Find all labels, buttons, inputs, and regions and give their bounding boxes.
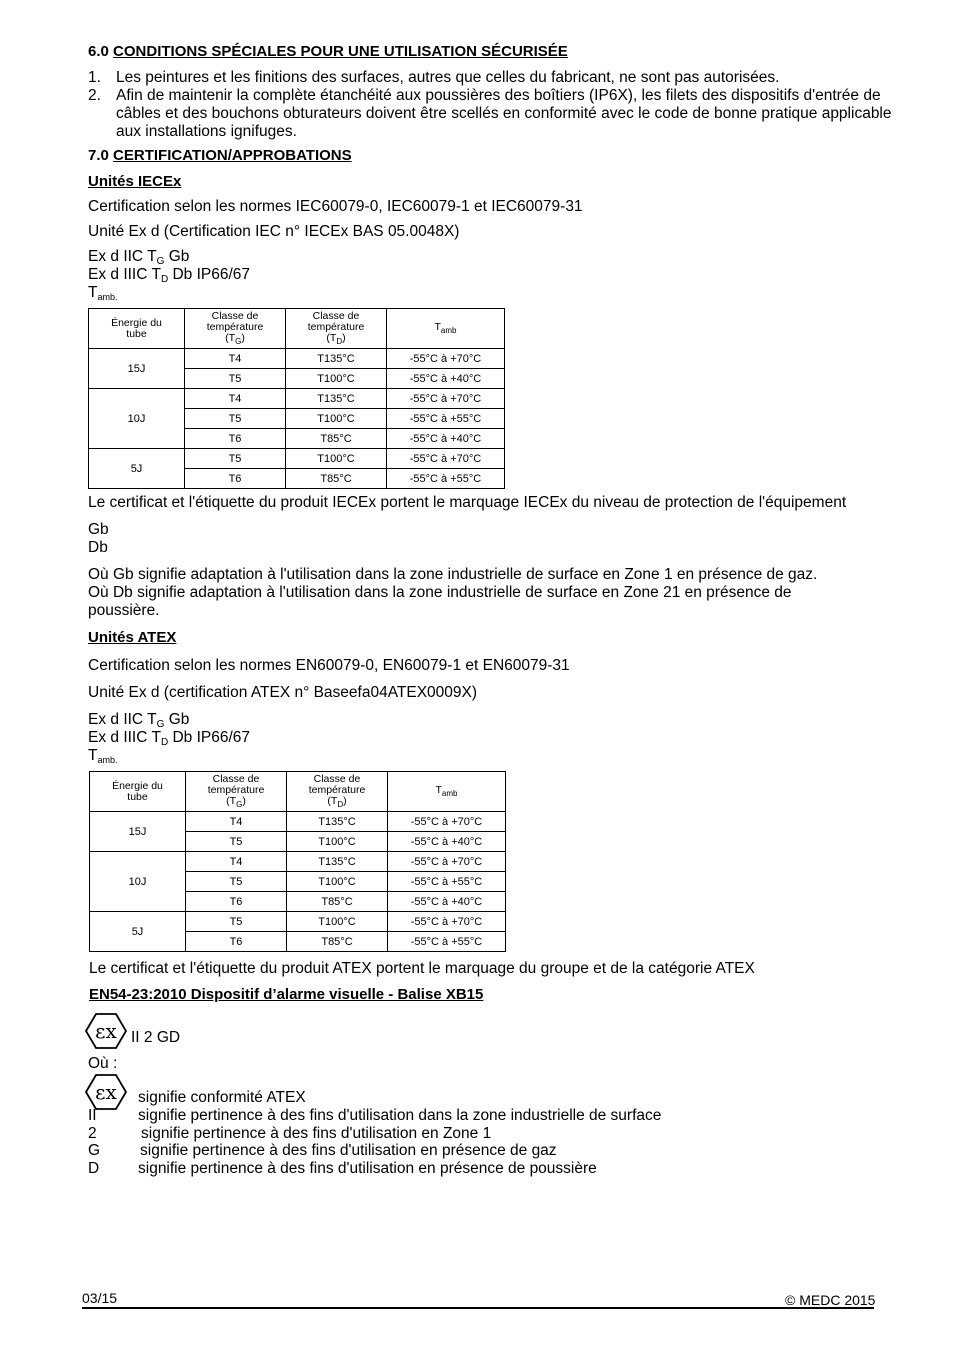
header-subscript: G bbox=[235, 336, 242, 346]
cell-td: T100°C bbox=[286, 409, 387, 429]
cell-tg: T6 bbox=[186, 892, 287, 912]
header-text: (T bbox=[327, 794, 338, 807]
iecex-cert-number: Unité Ex d (Certification IEC n° IECEx BAS 05.0048X) bbox=[88, 223, 460, 240]
header-text: ) bbox=[241, 331, 245, 344]
cell-tamb: -55°C à +70°C bbox=[387, 389, 505, 409]
section-6-title: CONDITIONS SPÉCIALES POUR UNE UTILISATION SÉCURISÉE bbox=[113, 43, 568, 60]
marking-text: Db IP66/67 bbox=[168, 266, 251, 283]
header-text: Classe de bbox=[212, 772, 260, 785]
list-item-text: Afin de maintenir la complète étanchéité aux poussières des boîtiers (IP6X), les filets des dispositifs d'entrée de bbox=[116, 87, 881, 104]
marking-subscript: G bbox=[156, 256, 165, 267]
iecex-marking-dust bbox=[88, 266, 250, 285]
iecex-marking-gas bbox=[88, 248, 189, 267]
iecex-marking-note: Le certificat et l'étiquette du produit IECEx portent le marquage IECEx du niveau de protection de l'équipement bbox=[88, 494, 847, 511]
header-text: température bbox=[206, 320, 264, 333]
header-class-tg bbox=[186, 772, 287, 812]
header-text: ) bbox=[342, 331, 346, 344]
cell-td: T85°C bbox=[287, 932, 388, 952]
marking-text: Gb bbox=[164, 711, 190, 728]
cell-tg: T6 bbox=[185, 469, 286, 489]
section-7-title: CERTIFICATION/APPROBATIONS bbox=[113, 147, 352, 164]
marking-text: Ex d IIIC T bbox=[88, 729, 161, 746]
cell-td: T85°C bbox=[287, 892, 388, 912]
cell-tg: T4 bbox=[186, 812, 287, 832]
iecex-title: Unités IECEx bbox=[88, 173, 182, 190]
cell-td: T135°C bbox=[287, 812, 388, 832]
section-7-heading bbox=[88, 147, 352, 164]
cell-tamb: -55°C à +40°C bbox=[388, 892, 506, 912]
cell-tamb: -55°C à +70°C bbox=[388, 912, 506, 932]
atex-tamb-label bbox=[88, 747, 117, 765]
table-header-row bbox=[90, 772, 506, 812]
header-energy bbox=[89, 309, 185, 349]
marking-text: Db IP66/67 bbox=[168, 729, 251, 746]
ex-symbol-text: εx bbox=[95, 1080, 117, 1104]
table-row bbox=[89, 389, 505, 409]
header-text: (T bbox=[226, 794, 237, 807]
legend-text: signifie conformité ATEX bbox=[138, 1089, 306, 1106]
header-class-td bbox=[286, 309, 387, 349]
cell-tg: T5 bbox=[185, 449, 286, 469]
cell-energy: 15J bbox=[90, 812, 186, 852]
cell-td: T100°C bbox=[287, 912, 388, 932]
header-text: tube bbox=[127, 790, 148, 803]
cell-td: T135°C bbox=[286, 349, 387, 369]
cell-energy: 5J bbox=[89, 449, 185, 489]
header-tamb bbox=[388, 772, 506, 812]
legend-text: signifie pertinence à des fins d'utilisation en présence de gaz bbox=[140, 1142, 557, 1159]
cell-td: T100°C bbox=[287, 832, 388, 852]
header-text: tube bbox=[126, 327, 147, 340]
cell-td: T100°C bbox=[286, 369, 387, 389]
header-subscript: D bbox=[337, 799, 344, 809]
cell-energy: 10J bbox=[90, 852, 186, 912]
cell-tamb: -55°C à +40°C bbox=[387, 369, 505, 389]
cell-energy: 15J bbox=[89, 349, 185, 389]
header-text: température bbox=[308, 783, 366, 796]
iecex-cert-norms: Certification selon les normes IEC60079-0, IEC60079-1 et IEC60079-31 bbox=[88, 198, 583, 215]
legend-text: signifie pertinence à des fins d'utilisation en présence de poussière bbox=[138, 1160, 597, 1177]
tamb-subscript: amb. bbox=[97, 292, 118, 302]
header-text: température bbox=[207, 783, 265, 796]
cell-tamb: -55°C à +55°C bbox=[387, 409, 505, 429]
list-item-text: câbles et des bouchons obturateurs doivent être scellés en conformité avec le code de bonne pratique applicable bbox=[116, 105, 892, 122]
tamb-subscript: amb. bbox=[97, 755, 118, 765]
cell-tg: T5 bbox=[186, 872, 287, 892]
cell-tg: T6 bbox=[185, 429, 286, 449]
iecex-epl-db: Db bbox=[88, 539, 108, 556]
header-class-td bbox=[287, 772, 388, 812]
cell-tg: T5 bbox=[186, 912, 287, 932]
cell-td: T85°C bbox=[286, 429, 387, 449]
cell-tamb: -55°C à +55°C bbox=[388, 872, 506, 892]
atex-cert-norms: Certification selon les normes EN60079-0, EN60079-1 et EN60079-31 bbox=[88, 657, 570, 674]
footer-copyright: © MEDC 2015 bbox=[785, 1292, 876, 1308]
cell-tamb: -55°C à +40°C bbox=[387, 429, 505, 449]
cell-tg: T5 bbox=[185, 409, 286, 429]
marking-text: Gb bbox=[164, 248, 190, 265]
atex-marking-dust bbox=[88, 729, 250, 748]
section-6-number: 6.0 bbox=[88, 43, 109, 60]
header-energy bbox=[90, 772, 186, 812]
table-row bbox=[89, 349, 505, 369]
footer-date: 03/15 bbox=[82, 1290, 118, 1306]
legend-key: G bbox=[88, 1142, 101, 1159]
cell-td: T135°C bbox=[286, 389, 387, 409]
cell-td: T100°C bbox=[287, 872, 388, 892]
atex-temperature-table bbox=[89, 771, 506, 952]
atex-marking-note: Le certificat et l'étiquette du produit ATEX portent le marquage du groupe et de la catégorie ATEX bbox=[89, 960, 755, 977]
list-item-text: aux installations ignifuges. bbox=[116, 123, 297, 140]
iecex-epl-gb: Gb bbox=[88, 521, 109, 538]
header-text: Énergie du bbox=[112, 779, 163, 792]
header-text: T bbox=[434, 320, 441, 333]
tamb-letter: T bbox=[88, 284, 98, 301]
cell-tg: T4 bbox=[185, 349, 286, 369]
header-text: Classe de bbox=[211, 309, 259, 322]
cell-energy: 10J bbox=[89, 389, 185, 449]
table-row bbox=[90, 812, 506, 832]
header-text: température bbox=[307, 320, 365, 333]
section-6-heading bbox=[88, 43, 568, 60]
iecex-where-db-cont: poussière. bbox=[88, 602, 160, 619]
cell-tg: T6 bbox=[186, 932, 287, 952]
list-item-number: 2. bbox=[88, 87, 101, 104]
en54-title: EN54-23:2010 Dispositif d’alarme visuelle - Balise XB15 bbox=[89, 986, 484, 1003]
ex-symbol-text: εx bbox=[95, 1019, 117, 1043]
section-7-number: 7.0 bbox=[88, 147, 109, 164]
cell-tamb: -55°C à +70°C bbox=[388, 852, 506, 872]
list-item-text: Les peintures et les finitions des surfaces, autres que celles du fabricant, ne sont pas autorisées. bbox=[116, 69, 780, 86]
cell-td: T100°C bbox=[286, 449, 387, 469]
tamb-letter: T bbox=[88, 747, 98, 764]
cell-tamb: -55°C à +70°C bbox=[388, 812, 506, 832]
legend-key: D bbox=[88, 1160, 100, 1177]
cell-tamb: -55°C à +70°C bbox=[387, 349, 505, 369]
cell-td: T135°C bbox=[287, 852, 388, 872]
table-row bbox=[90, 852, 506, 872]
legend-key: 2 bbox=[88, 1125, 97, 1142]
header-text: (T bbox=[326, 331, 337, 344]
header-text: ) bbox=[343, 794, 347, 807]
legend-key: II bbox=[88, 1107, 97, 1124]
header-text: ) bbox=[242, 794, 246, 807]
legend-text: signifie pertinence à des fins d'utilisation dans la zone industrielle de surface bbox=[138, 1107, 662, 1124]
header-class-tg bbox=[185, 309, 286, 349]
atex-marking-gas bbox=[88, 711, 189, 730]
en54-marking: II 2 GD bbox=[131, 1029, 181, 1046]
header-text: Énergie du bbox=[111, 316, 162, 329]
footer-divider bbox=[82, 1307, 874, 1309]
iecex-where-db: Où Db signifie adaptation à l'utilisation dans la zone industrielle de surface en Zone 21 en présence de bbox=[88, 584, 792, 601]
header-subscript: amb bbox=[441, 788, 458, 798]
atex-title: Unités ATEX bbox=[88, 629, 177, 646]
header-text: T bbox=[435, 783, 442, 796]
marking-subscript: D bbox=[160, 737, 169, 748]
cell-energy: 5J bbox=[90, 912, 186, 952]
list-item-number: 1. bbox=[88, 69, 101, 86]
cell-tamb: -55°C à +55°C bbox=[387, 469, 505, 489]
cell-tamb: -55°C à +40°C bbox=[388, 832, 506, 852]
header-text: Classe de bbox=[313, 772, 361, 785]
marking-subscript: D bbox=[160, 274, 169, 285]
iecex-where-gb: Où Gb signifie adaptation à l'utilisation dans la zone industrielle de surface en Zone 1 en présence de gaz. bbox=[88, 566, 818, 583]
iecex-tamb-label bbox=[88, 284, 117, 302]
marking-text: Ex d IIIC T bbox=[88, 266, 161, 283]
header-subscript: G bbox=[236, 799, 243, 809]
ex-symbol-icon bbox=[83, 1011, 129, 1055]
en54-where-label: Où : bbox=[88, 1055, 118, 1072]
marking-text: Ex d IIC T bbox=[88, 248, 157, 265]
table-header-row bbox=[89, 309, 505, 349]
cell-tg: T4 bbox=[185, 389, 286, 409]
atex-cert-number: Unité Ex d (certification ATEX n° Baseefa04ATEX0009X) bbox=[88, 684, 478, 701]
cell-td: T85°C bbox=[286, 469, 387, 489]
table-row bbox=[89, 449, 505, 469]
legend-text: signifie pertinence à des fins d'utilisation en Zone 1 bbox=[141, 1125, 492, 1142]
marking-subscript: G bbox=[156, 719, 165, 730]
header-text: (T bbox=[225, 331, 236, 344]
cell-tamb: -55°C à +55°C bbox=[388, 932, 506, 952]
header-subscript: D bbox=[336, 336, 343, 346]
cell-tamb: -55°C à +70°C bbox=[387, 449, 505, 469]
cell-tg: T5 bbox=[185, 369, 286, 389]
table-row bbox=[90, 912, 506, 932]
marking-text: Ex d IIC T bbox=[88, 711, 157, 728]
cell-tg: T4 bbox=[186, 852, 287, 872]
header-subscript: amb bbox=[440, 325, 457, 335]
header-text: Classe de bbox=[312, 309, 360, 322]
header-tamb bbox=[387, 309, 505, 349]
iecex-temperature-table bbox=[88, 308, 505, 489]
cell-tg: T5 bbox=[186, 832, 287, 852]
